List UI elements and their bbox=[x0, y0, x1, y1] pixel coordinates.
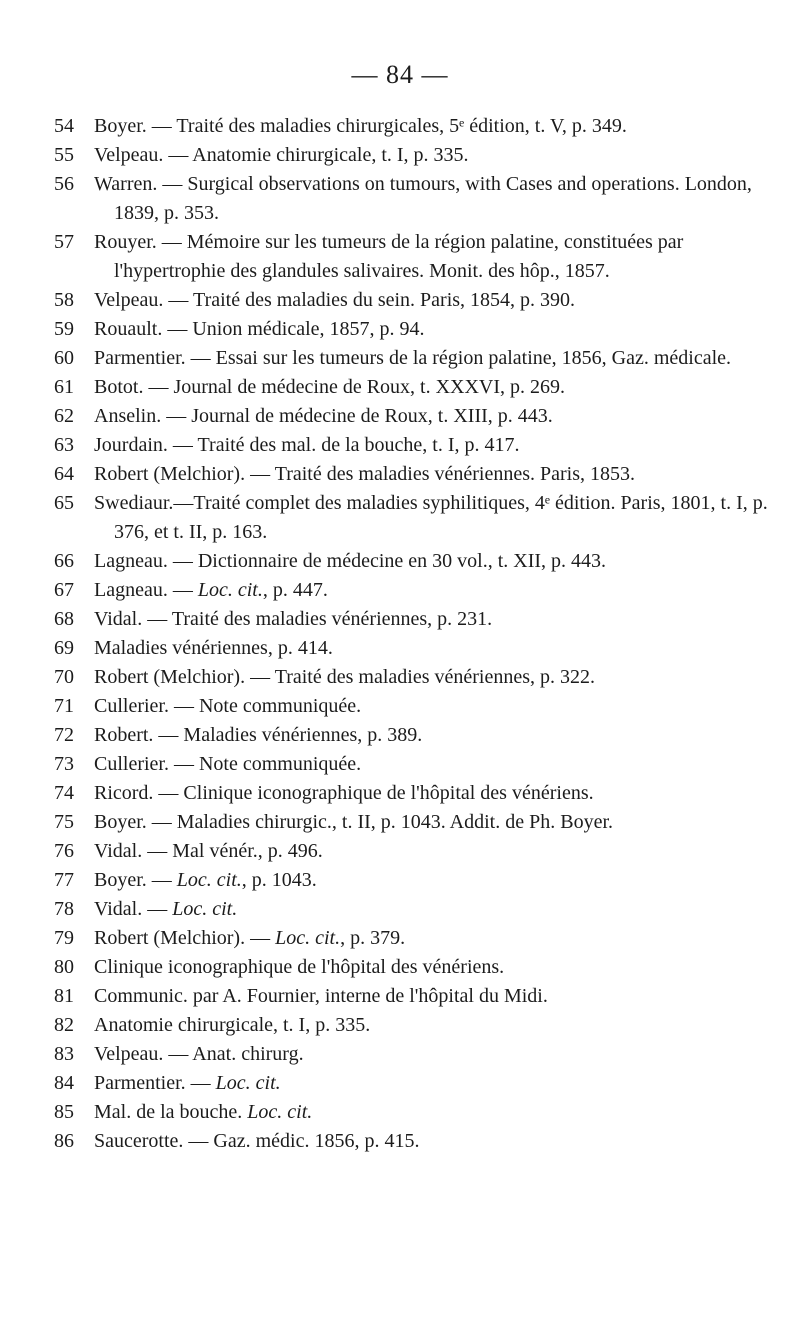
reference-number: 66 bbox=[54, 550, 74, 572]
reference-number: 70 bbox=[54, 666, 74, 688]
reference-text bbox=[48, 837, 768, 866]
reference-number: 78 bbox=[54, 898, 74, 920]
reference-text bbox=[48, 576, 768, 605]
reference-number: 60 bbox=[54, 347, 74, 369]
reference-number: 54 bbox=[54, 115, 74, 137]
reference-citation: Vidal. — bbox=[94, 898, 173, 920]
reference-number: 85 bbox=[54, 1101, 74, 1123]
reference-entry bbox=[48, 1098, 768, 1127]
reference-text bbox=[48, 634, 768, 663]
reference-citation: Velpeau. — Anat. chirurg. bbox=[94, 1043, 304, 1065]
reference-list bbox=[48, 112, 768, 1156]
reference-entry bbox=[48, 663, 768, 692]
reference-entry bbox=[48, 112, 768, 141]
reference-text bbox=[48, 112, 768, 141]
reference-text bbox=[48, 373, 768, 402]
reference-text bbox=[48, 402, 768, 431]
reference-number: 79 bbox=[54, 927, 74, 949]
reference-number: 62 bbox=[54, 405, 74, 427]
reference-citation: Velpeau. — Traité des maladies du sein. Paris, 1854, p. 390. bbox=[94, 289, 576, 311]
reference-number: 61 bbox=[54, 376, 74, 398]
reference-citation: Vidal. — Mal vénér., p. 496. bbox=[94, 840, 323, 862]
reference-text bbox=[48, 663, 768, 692]
reference-page: , p. 447. bbox=[262, 579, 328, 601]
reference-entry bbox=[48, 1011, 768, 1040]
reference-number: 82 bbox=[54, 1014, 74, 1036]
reference-number: 65 bbox=[54, 492, 74, 514]
reference-citation: Anselin. — Journal de médecine de Roux, t. XIII, p. 443. bbox=[94, 405, 553, 427]
reference-number: 69 bbox=[54, 637, 74, 659]
reference-text bbox=[48, 721, 768, 750]
reference-text bbox=[48, 1098, 768, 1127]
reference-citation: Botot. — Journal de médecine de Roux, t. XXXVI, p. 269. bbox=[94, 376, 566, 398]
reference-entry bbox=[48, 576, 768, 605]
reference-text bbox=[48, 982, 768, 1011]
reference-number: 77 bbox=[54, 869, 74, 891]
reference-citation: Saucerotte. — Gaz. médic. 1856, p. 415. bbox=[94, 1130, 420, 1152]
reference-citation: Parmentier. — Essai sur les tumeurs de la région palatine, 1856, Gaz. médicale. bbox=[94, 347, 732, 369]
reference-number: 80 bbox=[54, 956, 74, 978]
reference-citation: Ricord. — Clinique iconographique de l'hôpital des vénériens. bbox=[94, 782, 594, 804]
reference-citation: Cullerier. — Note communiquée. bbox=[94, 753, 362, 775]
reference-entry bbox=[48, 228, 768, 286]
reference-entry bbox=[48, 141, 768, 170]
reference-citation: Boyer. — bbox=[94, 869, 177, 891]
reference-entry bbox=[48, 605, 768, 634]
reference-text bbox=[48, 547, 768, 576]
reference-citation: Rouault. — Union médicale, 1857, p. 94. bbox=[94, 318, 425, 340]
reference-citation: Maladies vénériennes, p. 414. bbox=[94, 637, 333, 659]
reference-text bbox=[48, 315, 768, 344]
loc-cit-italic: Loc. cit. bbox=[215, 1072, 281, 1094]
reference-entry bbox=[48, 547, 768, 576]
reference-text bbox=[48, 286, 768, 315]
reference-number: 57 bbox=[54, 231, 74, 253]
reference-entry bbox=[48, 982, 768, 1011]
loc-cit-italic: Loc. cit. bbox=[275, 927, 341, 949]
reference-text bbox=[48, 460, 768, 489]
reference-entry bbox=[48, 779, 768, 808]
reference-text bbox=[48, 924, 768, 953]
reference-entry bbox=[48, 721, 768, 750]
reference-text bbox=[48, 953, 768, 982]
reference-citation: Communic. par A. Fournier, interne de l'hôpital du Midi. bbox=[94, 985, 548, 1007]
reference-entry bbox=[48, 460, 768, 489]
reference-number: 64 bbox=[54, 463, 74, 485]
loc-cit-italic: Loc. cit. bbox=[176, 869, 242, 891]
reference-number: 67 bbox=[54, 579, 74, 601]
reference-entry bbox=[48, 170, 768, 228]
page-number: — 84 — bbox=[351, 60, 449, 89]
reference-number: 86 bbox=[54, 1130, 74, 1152]
reference-citation: Clinique iconographique de l'hôpital des vénériens. bbox=[94, 956, 505, 978]
reference-number: 76 bbox=[54, 840, 74, 862]
reference-entry bbox=[48, 1040, 768, 1069]
reference-citation: Boyer. — Maladies chirurgic., t. II, p. 1043. Addit. de Ph. Boyer. bbox=[94, 811, 614, 833]
loc-cit-italic: Loc. cit. bbox=[247, 1101, 313, 1123]
reference-entry bbox=[48, 750, 768, 779]
reference-citation: Robert (Melchior). — Traité des maladies vénériennes, p. 322. bbox=[94, 666, 595, 688]
reference-number: 63 bbox=[54, 434, 74, 456]
reference-text bbox=[48, 1127, 768, 1156]
reference-text bbox=[48, 779, 768, 808]
reference-text bbox=[48, 808, 768, 837]
reference-page: , p. 379. bbox=[340, 927, 406, 949]
reference-number: 56 bbox=[54, 173, 74, 195]
reference-text bbox=[48, 866, 768, 895]
reference-citation: Robert (Melchior). — Traité des maladies vénériennes. Paris, 1853. bbox=[94, 463, 635, 485]
reference-number: 55 bbox=[54, 144, 74, 166]
reference-number: 58 bbox=[54, 289, 74, 311]
reference-text bbox=[48, 141, 768, 170]
reference-citation: Velpeau. — Anatomie chirurgicale, t. I, p. 335. bbox=[94, 144, 469, 166]
reference-text bbox=[48, 489, 768, 547]
reference-citation: Cullerier. — Note communiquée. bbox=[94, 695, 362, 717]
reference-entry bbox=[48, 286, 768, 315]
reference-citation: Boyer. — Traité des maladies chirurgicales, 5ᵉ édition, t. V, p. 349. bbox=[94, 115, 627, 137]
reference-citation: Jourdain. — Traité des mal. de la bouche, t. I, p. 417. bbox=[94, 434, 520, 456]
reference-entry bbox=[48, 692, 768, 721]
reference-entry bbox=[48, 1127, 768, 1156]
reference-text bbox=[48, 431, 768, 460]
reference-text bbox=[48, 1069, 768, 1098]
reference-entry bbox=[48, 895, 768, 924]
reference-citation: Parmentier. — bbox=[94, 1072, 216, 1094]
reference-entry bbox=[48, 1069, 768, 1098]
reference-text bbox=[48, 344, 768, 373]
reference-text bbox=[48, 1040, 768, 1069]
reference-citation: Swediaur.—Traité complet des maladies syphilitiques, 4ᵉ édition. Paris, 1801, t. I, p. 376, et t. II, p. 163. bbox=[94, 492, 768, 543]
reference-citation: Vidal. — Traité des maladies vénériennes, p. 231. bbox=[94, 608, 493, 630]
reference-text bbox=[48, 605, 768, 634]
reference-entry bbox=[48, 634, 768, 663]
reference-text bbox=[48, 692, 768, 721]
reference-entry bbox=[48, 953, 768, 982]
reference-entry bbox=[48, 808, 768, 837]
reference-number: 68 bbox=[54, 608, 74, 630]
reference-citation: Rouyer. — Mémoire sur les tumeurs de la région palatine, constituées par l'hypertrophie des glandules salivaires. Monit. des hôp., 1857. bbox=[94, 231, 684, 282]
reference-text bbox=[48, 170, 768, 228]
reference-citation: Robert (Melchior). — bbox=[94, 927, 276, 949]
reference-citation: Robert. — Maladies vénériennes, p. 389. bbox=[94, 724, 423, 746]
reference-entry bbox=[48, 373, 768, 402]
loc-cit-italic: Loc. cit. bbox=[172, 898, 238, 920]
reference-citation: Lagneau. — bbox=[94, 579, 198, 601]
reference-text bbox=[48, 895, 768, 924]
reference-text bbox=[48, 228, 768, 286]
reference-number: 75 bbox=[54, 811, 74, 833]
reference-entry bbox=[48, 402, 768, 431]
reference-citation: Mal. de la bouche. bbox=[94, 1101, 248, 1123]
reference-entry bbox=[48, 924, 768, 953]
reference-entry bbox=[48, 431, 768, 460]
reference-citation: Lagneau. — Dictionnaire de médecine en 30 vol., t. XII, p. 443. bbox=[94, 550, 607, 572]
reference-text bbox=[48, 1011, 768, 1040]
reference-number: 81 bbox=[54, 985, 74, 1007]
loc-cit-italic: Loc. cit. bbox=[197, 579, 263, 601]
reference-number: 59 bbox=[54, 318, 74, 340]
reference-text bbox=[48, 750, 768, 779]
reference-number: 84 bbox=[54, 1072, 74, 1094]
reference-number: 73 bbox=[54, 753, 74, 775]
reference-entry bbox=[48, 489, 768, 547]
reference-entry bbox=[48, 837, 768, 866]
reference-entry bbox=[48, 315, 768, 344]
reference-number: 74 bbox=[54, 782, 74, 804]
reference-entry bbox=[48, 866, 768, 895]
reference-citation: Warren. — Surgical observations on tumours, with Cases and operations. London, 1839, p. 353. bbox=[94, 173, 752, 224]
reference-number: 72 bbox=[54, 724, 74, 746]
reference-number: 83 bbox=[54, 1043, 74, 1065]
reference-number: 71 bbox=[54, 695, 74, 717]
reference-page: , p. 1043. bbox=[241, 869, 317, 891]
reference-citation: Anatomie chirurgicale, t. I, p. 335. bbox=[94, 1014, 371, 1036]
reference-entry bbox=[48, 344, 768, 373]
